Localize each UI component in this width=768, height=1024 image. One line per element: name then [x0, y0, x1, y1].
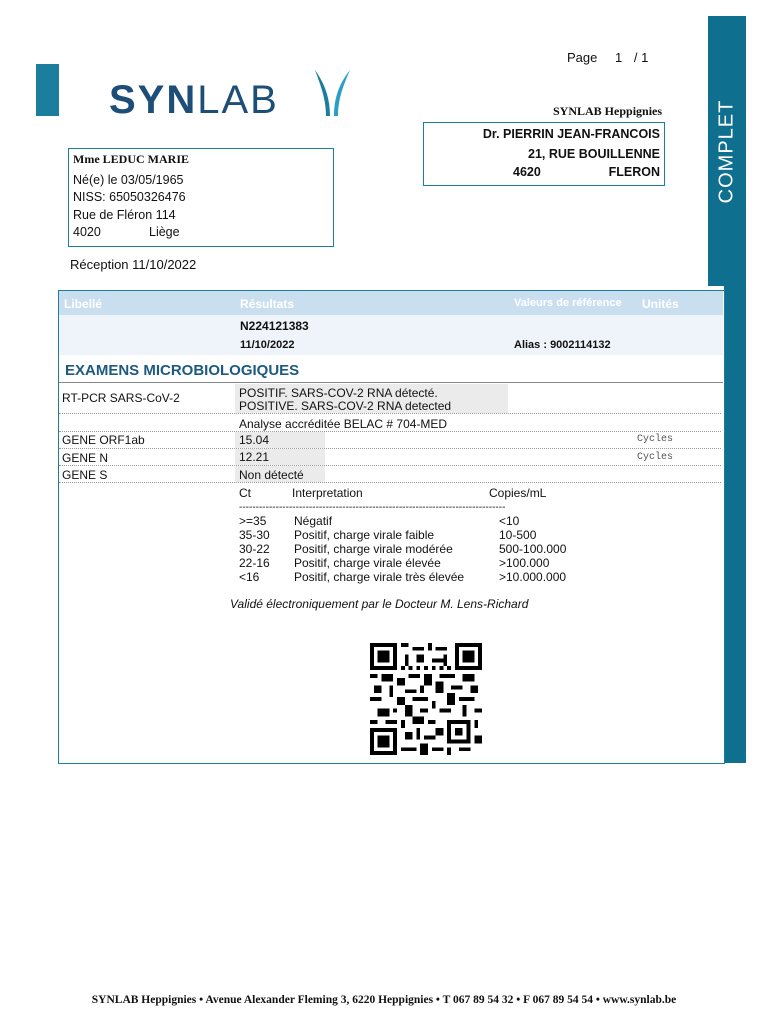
patient-birth: Né(e) le 03/05/1965: [73, 173, 184, 187]
request-date: 11/10/2022: [240, 339, 295, 351]
row-divider: [59, 465, 721, 466]
gene-value: 12.21: [239, 450, 270, 464]
synlab-logo: [109, 80, 279, 120]
interp-copies: 500-100.000: [499, 542, 567, 556]
gene-value: 15.04: [239, 433, 270, 447]
logo-bar: [36, 64, 59, 116]
lab-name: SYNLAB Heppignies: [553, 104, 663, 118]
logo-light: LAB: [197, 78, 279, 122]
status-band-lower: [724, 286, 746, 763]
gene-label: GENE N: [62, 451, 109, 465]
gene-value-cell: [235, 466, 325, 482]
validation-note: Validé électroniquement par le Docteur M. Lens-Richard: [230, 597, 529, 611]
interp-ct: 22-16: [239, 556, 270, 570]
gene-label: GENE S: [62, 468, 108, 482]
page-label: Page: [567, 50, 598, 65]
interp-head-copies: Copies/mL: [489, 486, 547, 500]
interp-ct: 35-30: [239, 528, 270, 542]
status-label: [708, 16, 746, 286]
interp-copies: <10: [499, 514, 520, 528]
reception-date: Réception 11/10/2022: [70, 257, 197, 272]
pcr-label: RT-PCR SARS-CoV-2: [62, 391, 180, 405]
interp-separator: --------------------------------------------------------------------------------: [239, 502, 506, 513]
patient-city: Liège: [149, 225, 180, 239]
gene-value: Non détecté: [239, 468, 304, 482]
interp-text: Positif, charge virale faible: [294, 528, 435, 542]
request-info: [59, 315, 723, 355]
interp-text: Positif, charge virale élevée: [294, 556, 441, 570]
pcr-result-en: POSITIVE. SARS-COV-2 RNA detected: [239, 399, 452, 413]
logo-bold: SYN: [109, 78, 198, 122]
gene-label: GENE ORF1ab: [62, 433, 145, 447]
interp-copies: >10.000.000: [499, 570, 567, 584]
status-text: COMPLET: [715, 99, 738, 203]
doctor-address-box: [423, 122, 665, 186]
synlab-leaf-icon: [310, 66, 354, 122]
interp-ct: >=35: [239, 514, 267, 528]
section-divider: [59, 382, 723, 383]
page-indicator: [567, 50, 648, 65]
gene-value-cell: [235, 449, 325, 465]
request-number: N224121383: [240, 319, 309, 333]
col-units: Unités: [642, 297, 679, 311]
interp-head-ct: Ct: [239, 486, 251, 500]
gene-unit: Cycles: [637, 434, 674, 445]
col-label: Libellé: [64, 297, 103, 311]
request-alias: Alias : 9002114132: [514, 339, 611, 351]
col-results: Résultats: [240, 297, 295, 311]
doctor-city: FLERON: [608, 165, 660, 179]
patient-postcode: 4020: [73, 225, 101, 239]
doctor-postcode: 4620: [513, 165, 541, 179]
results-header: [59, 291, 723, 315]
pcr-result-cell: [235, 384, 508, 413]
interp-text: Négatif: [294, 514, 333, 528]
interp-ct: 30-22: [239, 542, 270, 556]
interp-text: Positif, charge virale très élevée: [294, 570, 465, 584]
patient-box: [68, 148, 334, 247]
row-divider: [59, 431, 721, 432]
page-total: / 1: [633, 50, 649, 65]
patient-street: Rue de Fléron 114: [73, 208, 176, 222]
interp-text: Positif, charge virale modérée: [294, 542, 453, 556]
interp-copies: 10-500: [499, 528, 537, 542]
interp-head-interp: Interpretation: [292, 486, 363, 500]
page-current: 1: [615, 50, 623, 65]
footer-address: SYNLAB Heppignies • Avenue Alexander Fleming 3, 6220 Heppignies • T 067 89 54 32 • F 067 89 54 54 • www.synlab.be: [91, 994, 677, 1006]
doctor-name: Dr. PIERRIN JEAN-FRANCOIS: [482, 127, 660, 141]
pcr-result-fr: POSITIF. SARS-COV-2 RNA détecté.: [239, 386, 438, 400]
row-divider: [59, 448, 721, 449]
patient-name: Mme LEDUC MARIE: [73, 152, 189, 166]
gene-unit: Cycles: [637, 452, 674, 463]
interp-copies: >100.000: [499, 556, 550, 570]
row-divider: [59, 413, 721, 414]
row-divider: [59, 482, 721, 483]
gene-value-cell: [235, 432, 325, 448]
section-title: EXAMENS MICROBIOLOGIQUES: [65, 362, 300, 379]
interp-ct: <16: [239, 570, 260, 584]
patient-niss: NISS: 65050326476: [73, 190, 186, 204]
pcr-accreditation: Analyse accréditée BELAC # 704-MED: [239, 417, 448, 431]
col-reference: Valeurs de référence: [514, 297, 622, 309]
doctor-street: 21, RUE BOUILLENNE: [528, 147, 660, 161]
qr-code: [367, 643, 485, 755]
